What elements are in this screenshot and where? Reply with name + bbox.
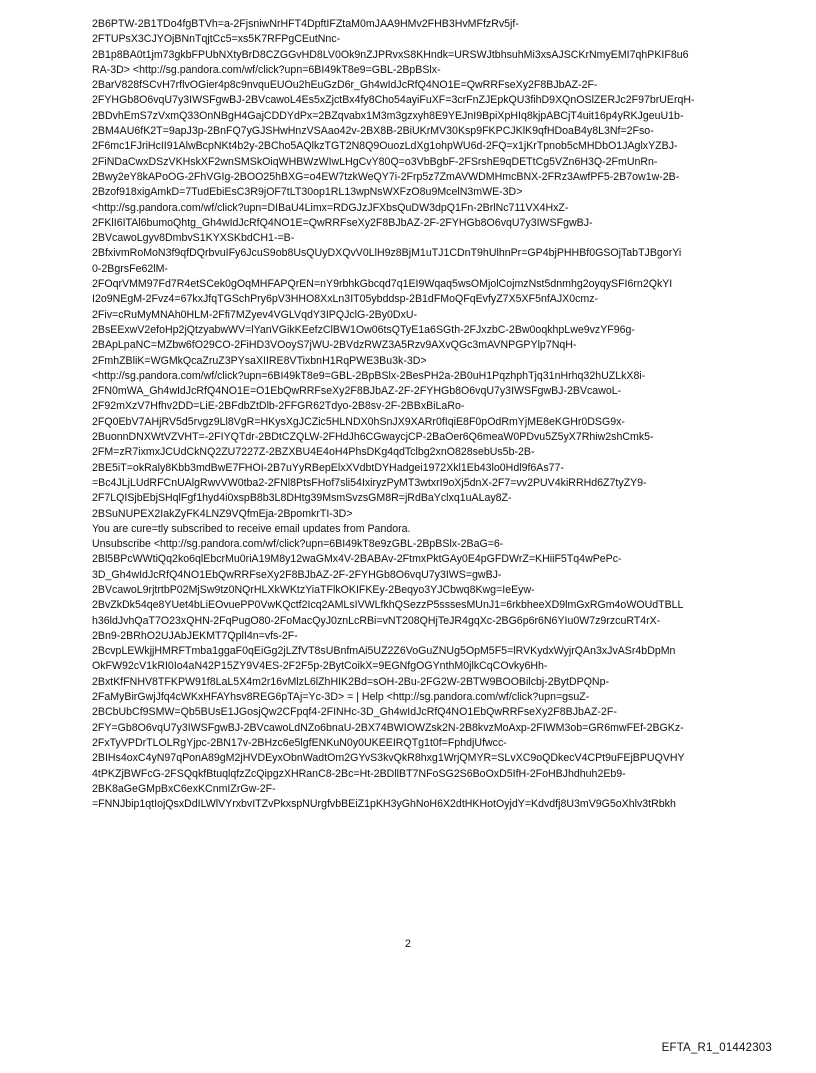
text-line: 2BCbUbCf9SMW=Qb5BUsE1JGosjQw2CFpqf4-2FINHc-3D_Gh4wIdJcRfQ4NO1EbQwRRFseXy2F8BJbAZ-2F- [92,706,617,719]
text-line: =FNNJbip1qtIojQsxDdILWlVYrxbvITZvPkxspNUrgfvbBEiZ1pKH3yGhNoH6X2dtHKHotOyjdY=Kdvdfj8U3mV9G5oXhlv3tRbkh [92,798,676,811]
text-line: 2FN0mWA_Gh4wIdJcRfQ4NO1E=O1EbQwRRFseXy2F8BJbAZ-2F-2FYHGb8O6vqU7y3IWSFgwBJ-2BVcawoL- [92,385,622,398]
text-line: 2BvZkDk54qe8YUet4bLiEOvuePP0VwKQctf2Icq2AMLsIVWLfkhQSezzP5sssesMUnJ1=6rkbheeXD9lmGxRGm4oWOUdTBLL [92,599,684,612]
text-line: 2BE5iT=okRaly8Kbb3mdBwE7FHOI-2B7uYyRBepElxXVdbtDYHadgei1972Xkl1Eb43lo0Hdl9f6As77- [92,461,564,474]
text-line: 2BuonnDNXWtVZVHT=-2FIYQTdr-2BDtCZQLW-2FHdJh6CGwaycjCP-2BaOer6Q6meaW0PDvu5Z5yX7Rhiw2shCmk5- [92,431,654,444]
text-line: 2BApLpaNC=MZbw6fO29CO-2FiHD3VOoyS7jWU-2BVdzRWZ3A5Rzv9AXvQGc3mAVNPGPYlp7NqH- [92,339,577,352]
text-line: 2B1p8BA0t1jm73gkbFPUbNXtyBrD8CZGGvHD8LV0Ok9nZJPRvxS8KHndk=URSWJtbhsuhMi3xsAJSCKrNmyEMI7qhPKIF8u6 [92,48,689,61]
text-line: 3D_Gh4wIdJcRfQ4NO1EbQwRRFseXy2F8BJbAZ-2F-2FYHGb8O6vqU7y3IWS=gwBJ- [92,568,502,581]
text-line: Unsubscribe <http://sg.pandora.com/wf/click?upn=6BI49kT8e9zGBL-2BpBSlx-2BaG=6- [92,538,504,551]
text-line: 2FTUPsX3CJYOjBNnTqjtCc5=xs5K7RFPgCEutNnc- [92,33,341,46]
text-line: 2BM4AU6fK2T=9apJ3p-2BnFQ7yGJSHwHnzVSAao42v-2BX8B-2BiUKrMV30Ksp9FKPCJKlK9qfHDoaB4y8L3Nf=2Fso- [92,125,654,138]
text-line: 2FY=Gb8O6vqU7y3IWSFgwBJ-2BVcawoLdNZo6bnaU-2BX74BWIOWZsk2N-2B8kvzMoAxp-2FIWM3ob=GR6mwFEf-2BGKz- [92,721,684,734]
text-line: 2FmhZBliK=WGMkQcaZruZ3PYsaXIIRE8VTixbnH1RqPWE3Bu3k-3D> [92,354,427,367]
text-line: 2Bl5BPcWWtiQq2ko6qlEbcrMu0riA19M8y12waGMx4V-2BABAv-2FtmxPktGAy0E4pGFDWrZ=KHiiF5Tq4wPePc- [92,553,622,566]
page-number: 2 [405,938,411,950]
text-line: 2BsEExwV2efoHp2jQtzyabwWV=lYanVGikKEefzClBW1Ow06tsQTyE1a6SGth-2FJxzbC-2Bw0oqkhpLwe9vzYF96g- [92,323,635,336]
text-line: =Bc4JLjLUdRFCnUAlgRwvVW0tba2-2FNl8PtsFHof7sli54IxiryzPyMT3wtxrI9oXj5dnX-2F7=vv2PUV4kiRRHd6Z7tyZY9- [92,476,647,489]
text-line: 2BK8aGeGMpBxC6exKCnmIZrGw-2F- [92,782,276,795]
text-line: 2F92mXzV7Hfhv2DD=LiE-2BFdbZtDlb-2FFGR62Tdyo-2B8sv-2F-2BBxBiLaRo- [92,400,465,413]
text-line: 0-2BgrsFe62lM- [92,262,168,275]
text-line: 2FiNDaCwxDSzVKHskXF2wnSMSkOiqWHBWzWIwLHgCvY80Q=o3VbBgbF-2FSrshE9qDETtCg5VZn6H3Q-2FmUnRn- [92,155,658,168]
text-line: 2BarV828fSCvH7rflvOGier4p8c9nvquEUOu2hEuGzD6r_Gh4wIdJcRfQ4NO1E=QwRRFseXy2F8BJbAZ-2F- [92,79,598,92]
text-line: OkFW92cV1kRI0Io4aN42P15ZY9V4ES-2F2F5p-2BytCoikX=9EGNfgOGYnthM0jlkCqCOvky6Hh- [92,660,548,673]
text-line: You are cure=tly subscribed to receive email updates from Pandora. [92,522,411,535]
text-line: 2Fiv=cRuMyMNAh0HLM-2Ffi7MZyev4VGLVqdY3IPQJclG-2By0DxU- [92,308,418,321]
text-line: I2o9NEgM-2Fvz4=67kxJfqTGSchPry6pV3HHO8XxLn3IT05ybddsp-2B1dFMoQFqEvfyZ7X5XF5nfAJX0cmz- [92,293,599,306]
text-line: 2B6PTW-2B1TDo4fgBTVh=a-2FjsniwNrHFT4DpftIFZtaM0mJAA9HMv2FHB3HvMFfzRv5jf- [92,18,519,30]
text-line: 2F6mc1FJriHcII91AlwBcpNKt4b2y-2BCho5AQlkzTGT2N8Q9OuozLdXg1ohpWU6d-2FQ=x1jKrTpnob5cMHDbO1JAglxYZBJ- [92,140,678,153]
text-line: 2BIHs4oxC4yN97qPonA89gM2jHVDEyxObnWadtOm2GYvS3kvQkR8hxg1WrjQMYR=SLvXC9oQDkecV4CPt9uFEjBPUQVHY [92,752,685,765]
text-line: 2FYHGb8O6vqU7y3IWSFgwBJ-2BVcawoL4Es5xZjctBx4fy8Cho54ayiFuXF=3crFnZJEpkQU3fihD9XQnOSlZERJc2F97brUErqH- [92,94,695,107]
text-line: 2BVcawoLgyv8DmbvS1KYXSKbdCH1-=B- [92,232,295,245]
text-line: <http://sg.pandora.com/wf/click?upn=6BI49kT8e9=GBL-2BpBSlx-2BesPH2a-2B0uH1PqzhphTjq31nHrhq32hUZLkX8i- [92,369,646,382]
text-line: 2BcvpLEWkjjHMRFTmba1ggaF0qEiGg2jLZfVT8sUBnfmAi5UZ2Z6VoGuZNUg5OpM5F5=lRVKydxWyjrQAn3xJvASr4bDpMn [92,645,676,658]
text-line: 2FKlI6ITAl6bumoQhtg_Gh4wIdJcRfQ4NO1E=QwRRFseXy2F8BJbAZ-2F-2FYHGb8O6vqU7y3IWSFgwBJ- [92,216,593,229]
text-line: 2FxTyVPDrTLOLRgYjpc-2BN17v-2BHzc6e5lgfENKuN0y0UKEEIRQTg1t0f=FphdjUfwcc- [92,736,507,749]
text-line: RA-3D> <http://sg.pandora.com/wf/click?upn=6BI49kT8e9=GBL-2BpBSlx- [92,63,441,76]
text-line: 2Bn9-2BRhO2UJAbJEKMT7QplI4n=vfs-2F- [92,629,298,642]
text-line: 2FM=zR7ixmxJCUdCkNQ2ZU7227Z-2BZXBU4E4oH4PhsDKg4qdTclbg2xnO828sebUs5b-2B- [92,446,535,459]
text-line: <http://sg.pandora.com/wf/click?upn=DIBaU4Limx=RDGJzJFXbsQuDW3dpQ1Fn-2BrlNc711VX4HxZ- [92,201,569,214]
text-line: 2BSuNUPEX2IakZyFK4LNZ9VQfmEja-2BpomkrTI-3D> [92,507,353,520]
email-body-text [92,17,752,812]
text-line: 2FQ0EbV7AHjRV5d5rvgz9Ll8VgR=HKysXgJCZic5HLNDX0hSnJX9XARr0fIqiE8F0pOdRmYjME8eKGHr0DSG9x- [92,415,625,428]
text-line: 2FaMyBirGwjJfq4cWKxHFAYhsv8REG6pTAj=Yc-3D> = | Help <http://sg.pandora.com/wf/click?upn=gsuZ- [92,691,590,704]
text-line: 2BDvhEmS7zVxmQ33OnNBgH4GajCDDYdPx=2BZqvabx1M3m3gzxyh8E9YEJnI9BpiXpHIq8kjpABCjT4uit16p4yRKJgeuU1b- [92,109,684,122]
text-line: 2BxtKfFNHV8TFKPW91f8LaL5X4m2r16vMlzL6lZhHIK2Bd=sOH-2Bu-2FG2W-2BTW9BOOBilcbj-2BytDPQNp- [92,675,610,688]
text-line: 4tPKZjBWFcG-2FSQqkfBtuqlqfzZcQipgzXHRanC8-2Bc=Ht-2BDllBT7NFoSG2S6BoOxD5IfH-2FoHBJhdhuh2Eb9- [92,767,626,780]
text-line: h36ldJvhQaT7O23xQHN-2FqPugO80-2FoMacQyJ0znLcRBi=vNT208QHjTeJR4gqXc-2BG6p6r6N6YIu0W7z9rzcuRT4rX- [92,614,661,627]
text-line: 2FOqrVMM97Fd7R4etSCek0gOqMHFAPQrEN=nY9rbhkGbcqd7q1EI9Wqaq5wsOMjolCojmzNst5dnmhg2oyqySFI6rn2QkYI [92,278,673,291]
document-footer-id: EFTA_R1_01442303 [661,1042,772,1054]
text-line: 2F7LQISjbEbjSHqlFgf1hyd4i0xspB8b3L8DHtg39MsmSvzsGM8R=jRdBaYclxq1uALay8Z- [92,492,512,505]
text-line: 2BVcawoL9rjtrtbP02MjSw9tz0NQrHLXkWKtzYiaTFlkOKIFKEy-2Beqyo3YJCbwq8Kwg=IeEyw- [92,583,535,596]
text-line: 2Bzof918xigAmkD=7TudEbiEsC3R9jOF7tLT30op1RL13wpNsWXFzO8u9McelN3mWE-3D> [92,186,523,199]
text-line: 2BfxivmRoMoN3f9qfDQrbvuIFy6JcuS9ob8UsQUyDXQvV0LlH9z8BjM1uTJ1CDnT9hUlhnPr=GP4bjPHHBf0GSOjTabTJBgorYi [92,247,682,260]
text-line: 2Bwy2eY8kAPoOG-2FhVGIg-2BOO25hBXG=o4EW7tzkWeQY7i-2Frp5z7ZmAVWDMHmcBNX-2FRz3AwfPF5-2B7ow1w-2B- [92,170,680,183]
